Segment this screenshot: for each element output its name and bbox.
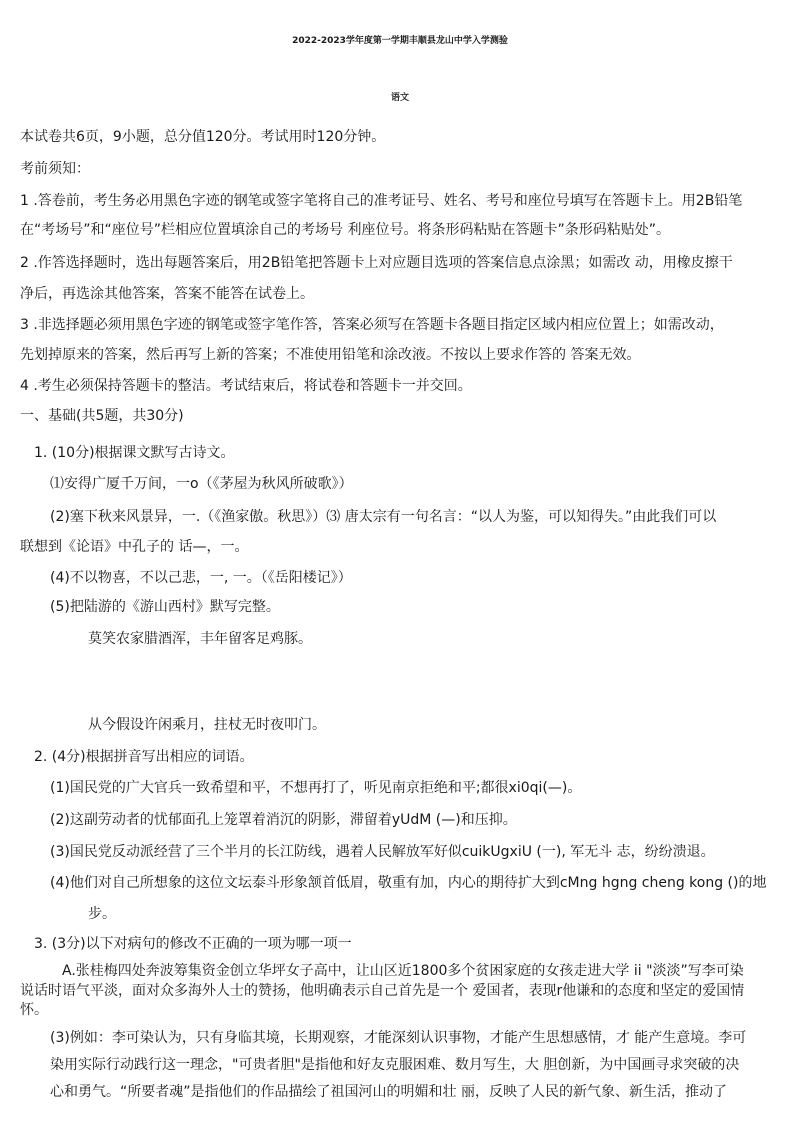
question-line: 心和勇气。“所要者魂”是指他们的作品描绘了祖国河山的明媚和壮 丽，反映了人民的新气象、新生活，推动了	[50, 1084, 727, 1100]
question-stem: 1. (10分)根据课文默写古诗文。	[34, 445, 235, 461]
question-line: (1)国民党的广大官兵一致希望和平，不想再打了，听见南京拒绝和平;都很xi0qi(—)。	[50, 780, 582, 796]
question-line: (2)这副劳动者的忧郁面孔上笼罩着消沉的阴影，滞留着yUdM (—)和压抑。	[50, 812, 517, 828]
poem-line: 莫笑农家腊酒浑，丰年留客足鸡豚。	[88, 631, 312, 647]
question-line: ⑴安得广厦千万间，一o（《茅屋为秋风所破歌》）	[50, 476, 353, 492]
question-line: (5)把陆游的《游山西村》默写完整。	[50, 599, 280, 615]
notice-line: 1 .答卷前，考生务必用黑色字迹的钢笔或签字笔将自己的准考证号、姓名、考号和座位号填写在答题卡上。用2B铅笔	[20, 193, 743, 209]
notice-heading: 考前须知：	[20, 161, 90, 177]
question-line: (4)不以物喜，不以己悲，一, 一。（《岳阳楼记》）	[50, 570, 352, 586]
notice-line: 2 .作答选择题时，选出每题答案后，用2B铅笔把答题卡上对应题目选项的答案信息点涂黑；如需改 动，用橡皮擦干	[20, 255, 733, 271]
notice-line: 净后，再选涂其他答案，答案不能答在试卷上。	[20, 286, 314, 302]
question-line: 联想到《论语》中孔子的 话—，一。	[20, 539, 249, 555]
question-line: (3)国民党反动派经营了三个半月的长江防线，遇着人民解放军好似cuikUgxiU (一), 军无斗 志，纷纷溃退。	[50, 844, 715, 860]
question-line: (3)例如：李可染认为，只有身临其境，长期观察，才能深刻认识事物，才能产生思想感情，才 能产生意境。李可	[50, 1030, 747, 1046]
question-line: A.张桂梅四处奔波筹集资金创立华坪女子高中，让山区近1800多个贫困家庭的女孩走进大学 ii "淡淡”写李可染	[62, 963, 744, 979]
notice-line: 4 .考生必须保持答题卡的整洁。考试结束后，将试卷和答题卡一并交回。	[20, 378, 472, 394]
notice-line: 先划掉原来的答案，然后再写上新的答案；不准使用铅笔和涂改液。不按以上要求作答的 答案无效。	[20, 347, 641, 363]
question-line: 步。	[88, 906, 116, 922]
question-line: (4)他们对自己所想象的这位文坛泰斗形象颔首低眉，敬重有加，内心的期待扩大到cMng hgng cheng kong ()的地	[50, 875, 767, 891]
question-stem: 3. (3分)以下对病句的修改不正确的一项为哪一项一	[34, 936, 352, 952]
question-stem: 2. (4分)根据拼音写出相应的词语。	[34, 749, 254, 765]
question-line: 染用实际行动践行这一理念，"可贵者胆"是指他和好友克服困难、数月写生，大 胆创新，为中国画寻求突破的决	[50, 1057, 740, 1073]
question-line: 说话时语气平淡，面对众多海外人士的赞扬，他明确表示自己首先是一个 爱国者，表现r他谦和的态度和坚定的爱国情	[20, 983, 745, 999]
notice-line: 在“考场号”和“座位号”栏相应位置填涂自己的考场号 利座位号。将条形码粘贴在答题卡”条形码粘贴处”。	[20, 222, 670, 238]
question-line: 怀。	[20, 1002, 48, 1018]
notice-line: 3 .非选择题必须用黑色字迹的钢笔或签字笔作答，答案必须写在答题卡各题目指定区域内相应位置上；如需改动，	[20, 317, 724, 333]
exam-title: 2022-2023学年度第一学期丰顺县龙山中学入学测验	[292, 36, 508, 46]
question-line: (2)塞下秋来风景异，一.（《渔家傲。秋思》）⑶ 唐太宗有一句名言：“以人为鉴，可以知得失。”由此我们可以	[50, 509, 717, 525]
poem-line: 从今假设许闲乘月，拄杖无时夜叩门。	[88, 717, 326, 733]
exam-summary: 本试卷共6页，9小题，总分值120分。考试用时120分钟。	[20, 129, 386, 145]
subject-title: 语文	[390, 93, 409, 103]
section-heading: 一、基础(共5题，共30分)	[20, 408, 184, 424]
